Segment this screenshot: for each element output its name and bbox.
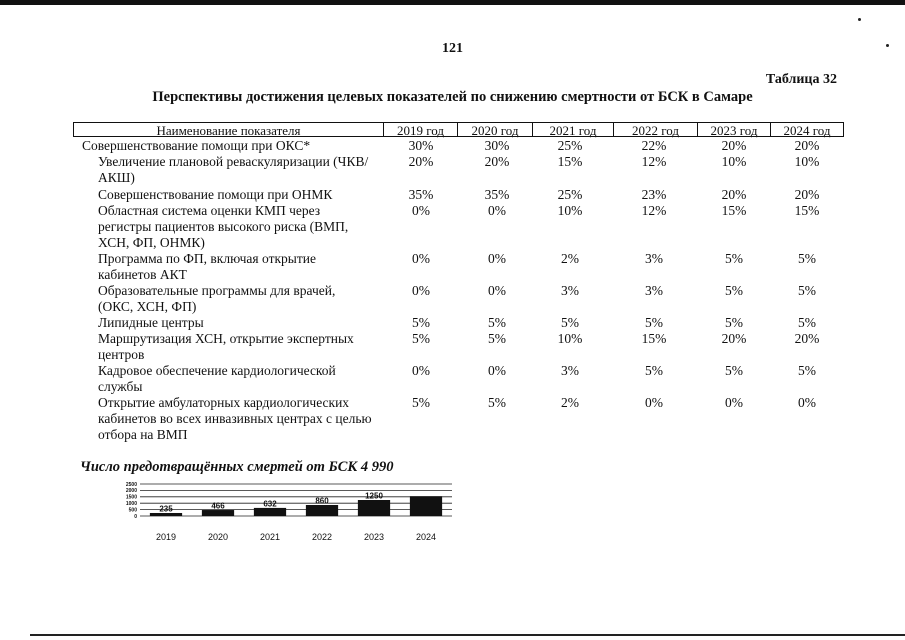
header-2021: 2021 год [532, 122, 614, 137]
row-value: 2% [561, 251, 579, 266]
x-tick-label: 2020 [207, 532, 229, 542]
data-label: 1250 [365, 491, 383, 501]
bar [410, 496, 442, 516]
page-number: 121 [442, 41, 463, 56]
row-value: 10% [721, 154, 747, 169]
header-2019: 2019 год [383, 122, 458, 137]
row-value: 25% [557, 138, 583, 153]
row-value: 12% [641, 154, 667, 169]
row-value: 20% [794, 187, 820, 202]
y-tick-label: 500 [128, 507, 137, 514]
header-2022: 2022 год [613, 122, 698, 137]
row-value: 30% [484, 138, 510, 153]
row-value: 5% [725, 251, 743, 266]
row-value: 0% [412, 203, 430, 218]
row-value: 5% [645, 363, 663, 378]
row-value: 0% [798, 395, 816, 410]
row-value: 10% [794, 154, 820, 169]
data-label: 632 [263, 499, 277, 509]
row-value: 0% [412, 283, 430, 298]
row-value: 3% [561, 283, 579, 298]
scan-speck [858, 18, 861, 21]
row-value: 3% [561, 363, 579, 378]
data-label: 466 [211, 501, 225, 511]
row-name: Липидные центры [98, 315, 204, 330]
row-value: 15% [641, 331, 667, 346]
row-value: 3% [645, 283, 663, 298]
top-scan-border [0, 0, 905, 5]
row-value: 5% [488, 395, 506, 410]
row-value: 0% [412, 251, 430, 266]
row-name: Кадровое обеспечение кардиологической службы [98, 363, 336, 394]
row-value: 22% [641, 138, 667, 153]
row-value: 5% [488, 331, 506, 346]
row-name: Увеличение плановой реваскуляризации (ЧКВ/АКШ) [98, 154, 369, 185]
y-tick-label: 1000 [125, 501, 137, 507]
y-tick-label: 2000 [125, 488, 137, 495]
x-tick-label: 2022 [311, 532, 333, 542]
row-value: 2% [561, 395, 579, 410]
bar [358, 500, 390, 516]
y-tick-label: 2500 [125, 481, 137, 488]
row-value: 23% [641, 187, 667, 202]
row-value: 5% [412, 395, 430, 410]
row-value: 5% [412, 331, 430, 346]
row-value: 0% [488, 363, 506, 378]
bottom-scan-border [30, 634, 905, 636]
row-value: 5% [412, 315, 430, 330]
table-label: Таблица 32 [765, 72, 837, 87]
row-value: 0% [412, 363, 430, 378]
row-value: 35% [408, 187, 434, 202]
x-tick-label: 2021 [259, 532, 281, 542]
header-2024: 2024 год [770, 122, 844, 137]
row-value: 25% [557, 187, 583, 202]
row-value: 0% [725, 395, 743, 410]
bar [254, 508, 286, 516]
row-value: 20% [794, 138, 820, 153]
row-value: 3% [645, 251, 663, 266]
row-name: Областная система оценки КМП через регистры пациентов высокого риска (ВМП, ХСН, ФП, ОНМК) [98, 203, 349, 250]
row-value: 0% [645, 395, 663, 410]
row-value: 35% [484, 187, 510, 202]
row-name: Маршрутизация ХСН, открытие экспертных центров [98, 331, 354, 362]
y-tick-label: 0 [134, 513, 137, 520]
bar-chart [122, 478, 462, 550]
row-value: 5% [725, 315, 743, 330]
row-value: 5% [798, 251, 816, 266]
row-value: 15% [721, 203, 747, 218]
chart-title: Число предотвращённых смертей от БСК 4 990 [80, 459, 394, 475]
row-value: 0% [488, 283, 506, 298]
row-value: 20% [408, 154, 434, 169]
row-value: 20% [721, 138, 747, 153]
data-label: 235 [159, 504, 173, 514]
row-value: 20% [721, 331, 747, 346]
row-value: 5% [488, 315, 506, 330]
row-name: Совершенствование помощи при ОКС* [82, 138, 311, 153]
row-value: 5% [798, 283, 816, 298]
row-value: 5% [798, 315, 816, 330]
row-value: 30% [408, 138, 434, 153]
header-2020: 2020 год [457, 122, 533, 137]
row-value: 5% [725, 363, 743, 378]
x-tick-label: 2019 [155, 532, 177, 542]
row-value: 15% [794, 203, 820, 218]
row-value: 5% [645, 315, 663, 330]
x-tick-label: 2024 [415, 532, 437, 542]
bar [306, 505, 338, 516]
row-name: Совершенствование помощи при ОНМК [98, 187, 333, 202]
row-value: 20% [484, 154, 510, 169]
row-value: 0% [488, 251, 506, 266]
row-value: 15% [557, 154, 583, 169]
row-value: 0% [488, 203, 506, 218]
row-name: Программа по ФП, включая открытие кабинетов АКТ [98, 251, 316, 282]
row-value: 20% [721, 187, 747, 202]
row-value: 5% [725, 283, 743, 298]
header-indicator: Наименование показателя [73, 122, 384, 137]
row-value: 20% [794, 331, 820, 346]
x-tick-label: 2023 [363, 532, 385, 542]
table-title: Перспективы достижения целевых показателей по снижению смертности от БСК в Самаре [152, 89, 753, 105]
data-label: 860 [315, 496, 329, 506]
row-value: 5% [561, 315, 579, 330]
bar [202, 510, 234, 516]
row-name: Образовательные программы для врачей, (ОКС, ХСН, ФП) [98, 283, 336, 314]
row-value: 10% [557, 203, 583, 218]
header-2023: 2023 год [697, 122, 771, 137]
row-value: 12% [641, 203, 667, 218]
row-value: 10% [557, 331, 583, 346]
row-value: 5% [798, 363, 816, 378]
y-tick-label: 1500 [125, 494, 137, 501]
row-name: Открытие амбулаторных кардиологических кабинетов во всех инвазивных центрах с целью отбора на ВМП [98, 395, 372, 442]
